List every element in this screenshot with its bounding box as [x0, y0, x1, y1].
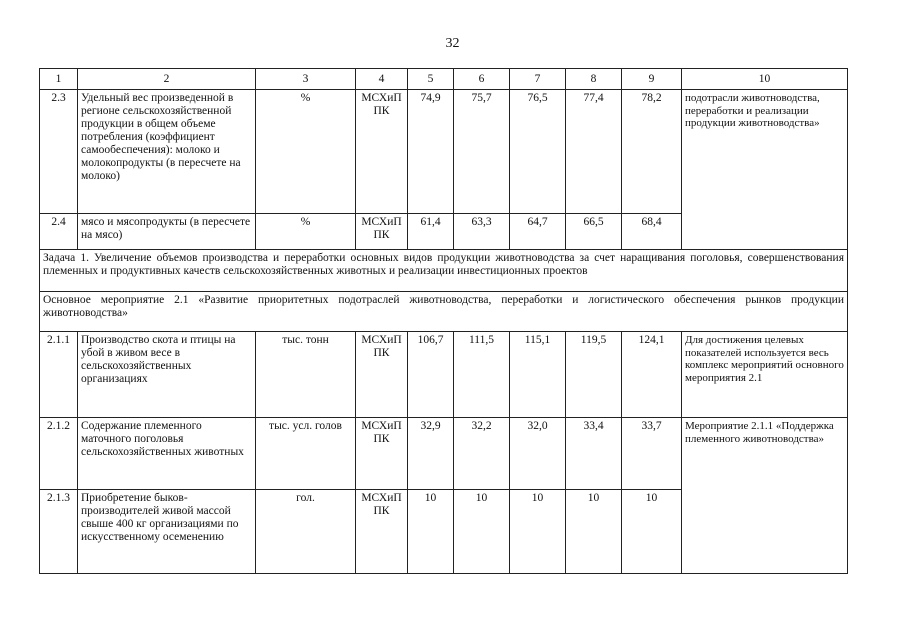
indicator-name: Удельный вес произведенной в регионе сельскохозяйственной продукции в общем объеме потребления (коэффициент самообеспечения): молоко и молокопродукты (в пересчете на молоко): [78, 90, 256, 214]
measure-row: [40, 292, 848, 332]
value-cell: 119,5: [566, 332, 622, 418]
unit-cell: тыс. тонн: [256, 332, 356, 418]
value-cell: 68,4: [622, 214, 682, 250]
header-cell: 2: [78, 69, 256, 90]
value-cell: 106,7: [408, 332, 454, 418]
value-cell: 10: [408, 490, 454, 574]
indicators-table: [39, 68, 848, 574]
header-cell: 3: [256, 69, 356, 90]
indicator-name: мясо и мясопродукты (в пересчете на мясо): [78, 214, 256, 250]
indicator-name: Производство скота и птицы на убой в живом весе в сельскохозяйственных организациях: [78, 332, 256, 418]
page-number: 32: [445, 36, 460, 51]
value-cell: 33,7: [622, 418, 682, 490]
task-row: [40, 250, 848, 292]
executor-cell: МСХиП ПК: [356, 490, 408, 574]
value-cell: 32,9: [408, 418, 454, 490]
header-cell: 1: [40, 69, 78, 90]
value-cell: 10: [510, 490, 566, 574]
executor-cell: МСХиП ПК: [356, 332, 408, 418]
value-cell: 75,7: [454, 90, 510, 214]
executor-cell: МСХиП ПК: [356, 90, 408, 214]
row-code: 2.4: [40, 214, 78, 250]
value-cell: 111,5: [454, 332, 510, 418]
header-cell: 5: [408, 69, 454, 90]
table-row: [40, 418, 848, 490]
value-cell: 33,4: [566, 418, 622, 490]
value-cell: 78,2: [622, 90, 682, 214]
table-row: [40, 332, 848, 418]
unit-cell: гол.: [256, 490, 356, 574]
header-cell: 8: [566, 69, 622, 90]
value-cell: 76,5: [510, 90, 566, 214]
row-code: 2.3: [40, 90, 78, 214]
unit-cell: тыс. усл. голов: [256, 418, 356, 490]
value-cell: 32,2: [454, 418, 510, 490]
indicator-name: Содержание племенного маточного поголовья сельскохозяйственных животных: [78, 418, 256, 490]
row-code: 2.1.1: [40, 332, 78, 418]
header-cell: 9: [622, 69, 682, 90]
header-cell: 6: [454, 69, 510, 90]
value-cell: 66,5: [566, 214, 622, 250]
unit-cell: %: [256, 214, 356, 250]
column-number-row: [40, 69, 848, 90]
value-cell: 77,4: [566, 90, 622, 214]
value-cell: 61,4: [408, 214, 454, 250]
value-cell: 124,1: [622, 332, 682, 418]
value-cell: 74,9: [408, 90, 454, 214]
header-cell: 10: [682, 69, 848, 90]
table-row: [40, 90, 848, 214]
value-cell: 64,7: [510, 214, 566, 250]
executor-cell: МСХиП ПК: [356, 214, 408, 250]
note-cell: подотрасли животноводства, переработки и реализации продукции животноводства»: [682, 90, 848, 250]
measure-text: Основное мероприятие 2.1 «Развитие приоритетных подотраслей животноводства, переработки и логистического обеспечения рынков продукции животноводства»: [40, 292, 848, 332]
note-cell: Для достижения целевых показателей используется весь комплекс мероприятий основного мероприятия 2.1: [682, 332, 848, 418]
row-code: 2.1.3: [40, 490, 78, 574]
value-cell: 10: [454, 490, 510, 574]
value-cell: 10: [622, 490, 682, 574]
executor-cell: МСХиП ПК: [356, 418, 408, 490]
task-text: Задача 1. Увеличение объемов производства и переработки основных видов продукции животноводства за счет наращивания поголовья, совершенствования племенных и продуктивных качеств сельскохозяйственных животных и реализации инвестиционных проектов: [40, 250, 848, 292]
indicator-name: Приобретение быков-производителей живой массой свыше 400 кг организациями по искусственному осеменению: [78, 490, 256, 574]
note-cell: Мероприятие 2.1.1 «Поддержка племенного животноводства»: [682, 418, 848, 574]
value-cell: 63,3: [454, 214, 510, 250]
header-cell: 4: [356, 69, 408, 90]
header-cell: 7: [510, 69, 566, 90]
row-code: 2.1.2: [40, 418, 78, 490]
unit-cell: %: [256, 90, 356, 214]
value-cell: 115,1: [510, 332, 566, 418]
value-cell: 10: [566, 490, 622, 574]
value-cell: 32,0: [510, 418, 566, 490]
